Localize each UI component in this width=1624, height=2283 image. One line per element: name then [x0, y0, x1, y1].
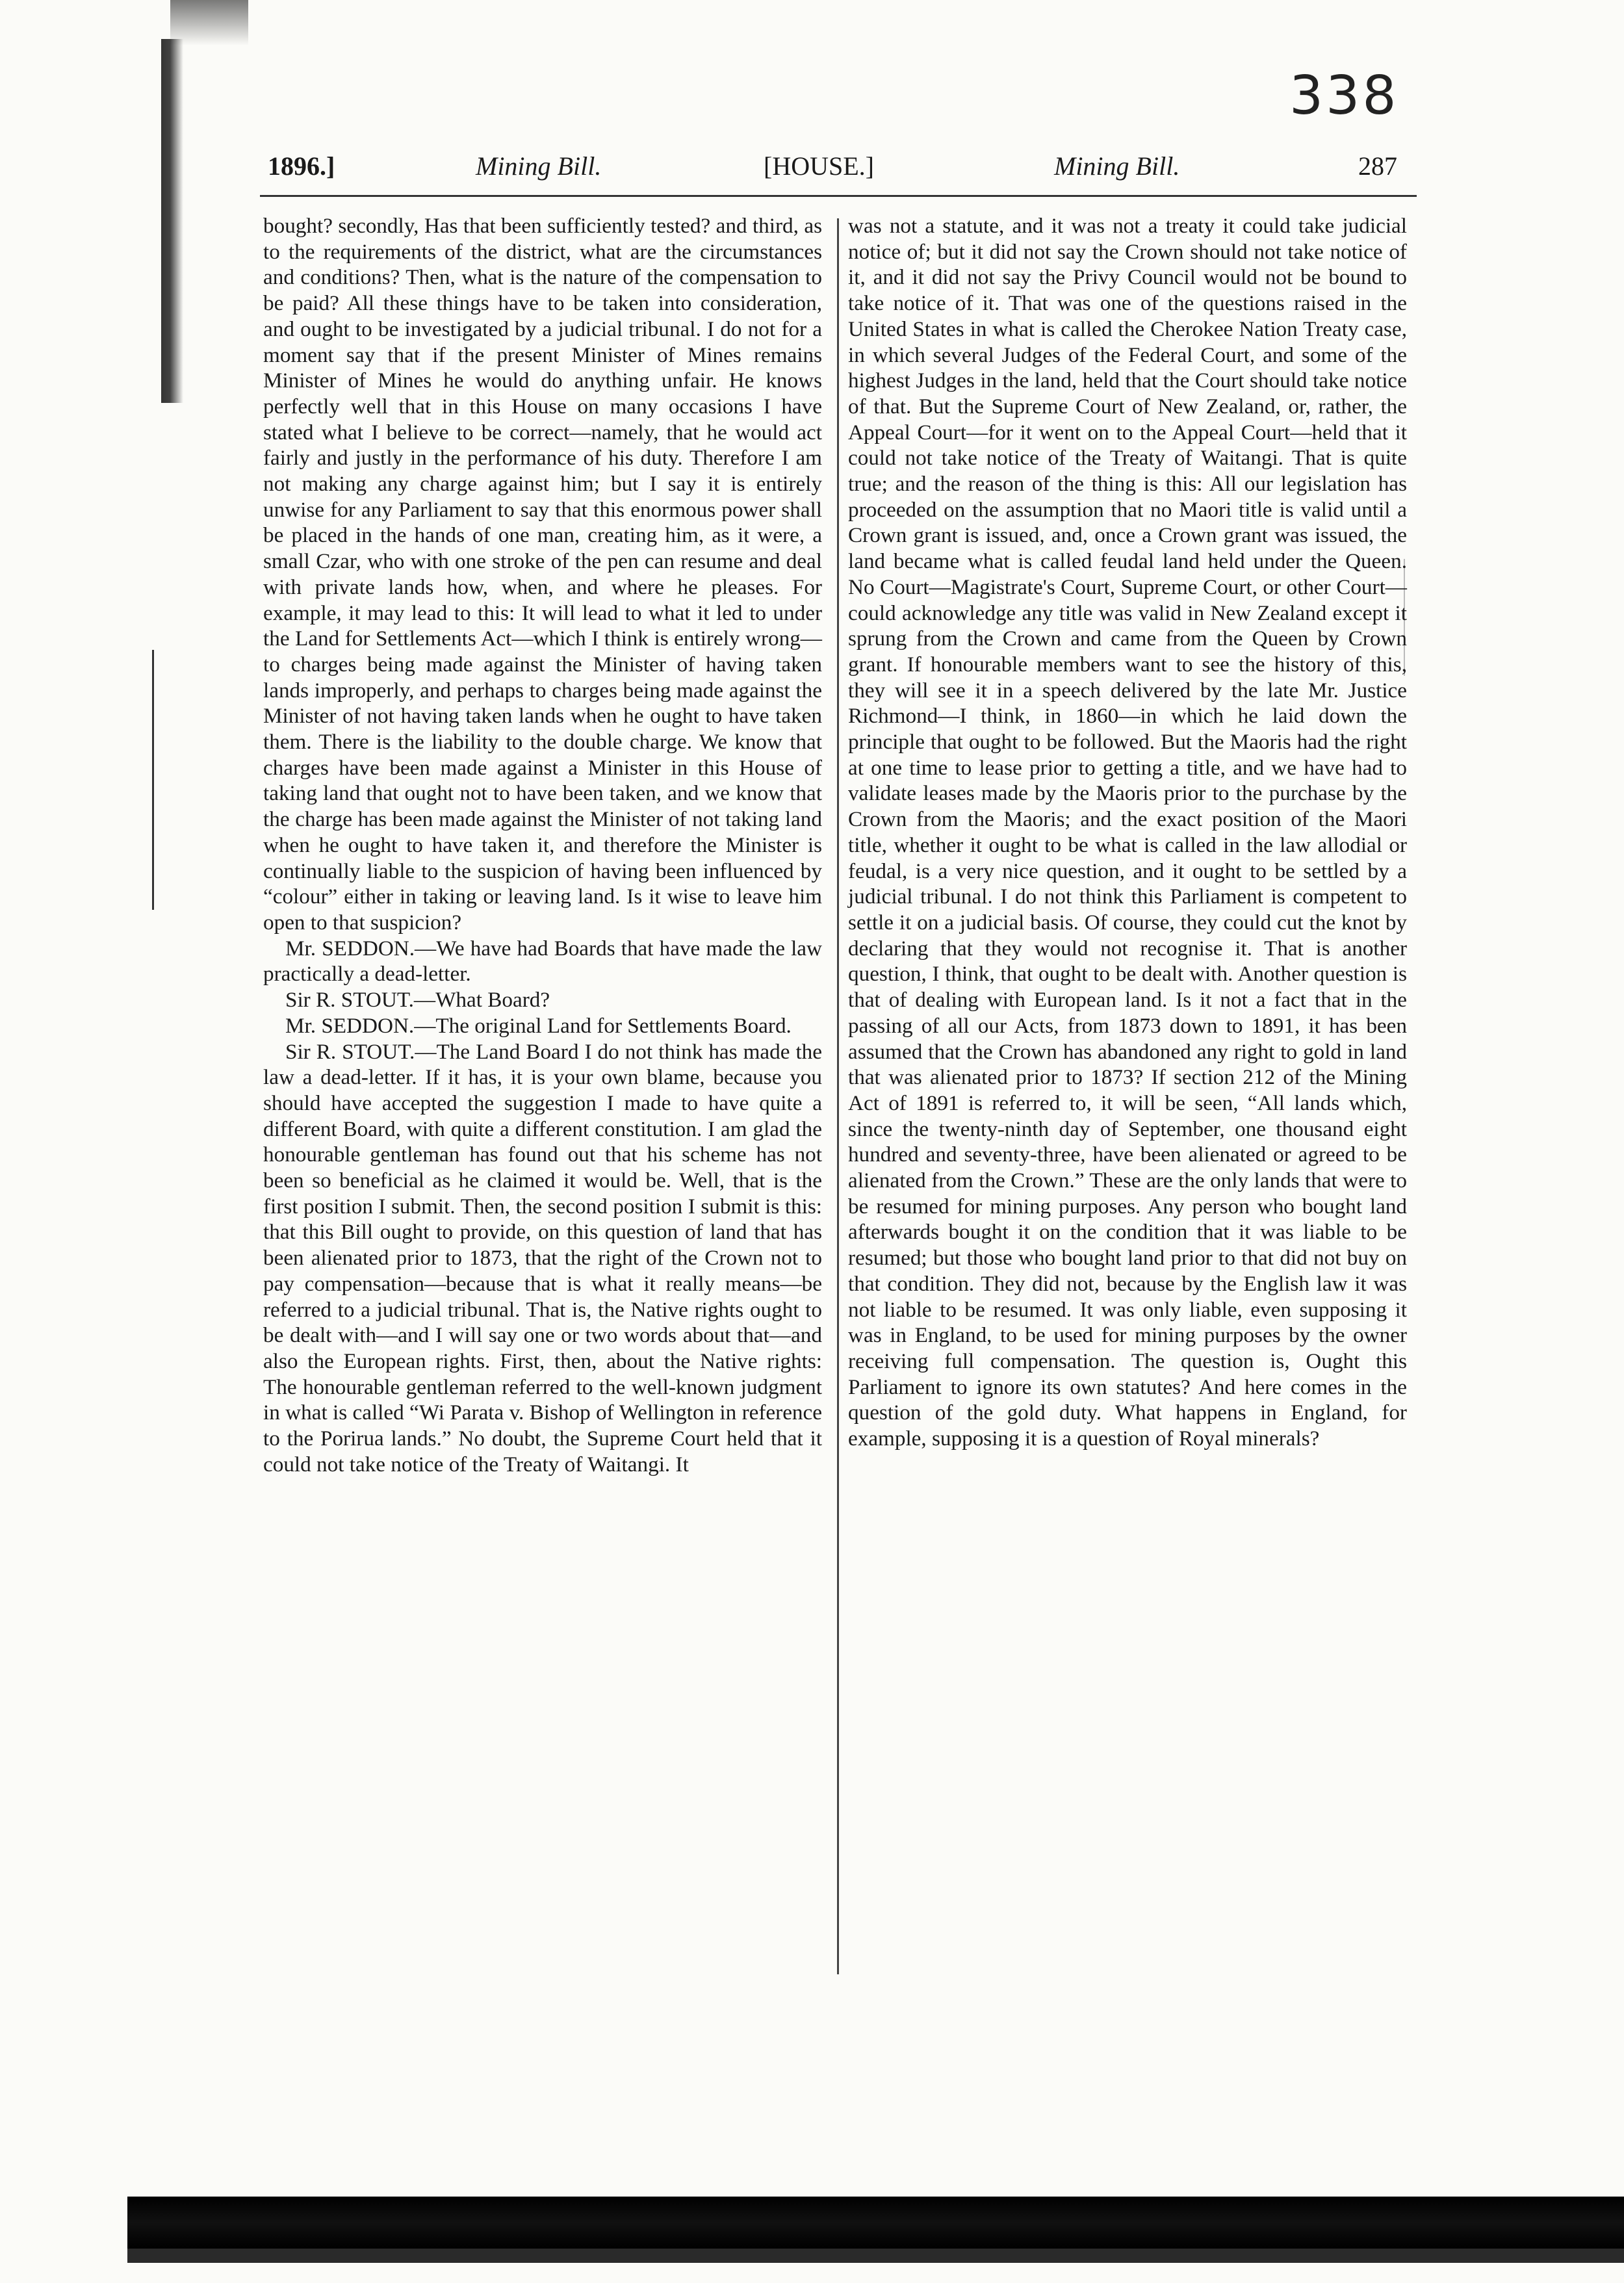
scan-shadow-top	[170, 0, 248, 45]
paragraph: Mr. SEDDON.—We have had Boards that have made the law practically a dead-letter.	[263, 936, 822, 987]
page-number: 287	[1358, 151, 1397, 181]
paragraph: was not a statute, and it was not a treaty it could take judicial notice of; but it did not say the Crown should not take notice of it, and it did not say the Privy Council would not be bound to take notice of it. That was one of the questions raised in the United States in what is called the Cherokee Nation Treaty case, in which several Judges of the Federal Court, and some of the highest Judges in the land, held that the Court should take notice of that. But the Supreme Court of New Zealand, or, rather, the Appeal Court—for it went on to the Appeal Court—held that it could not take notice of the Treaty of Waitangi. That is quite true; and the reason of the thing is this: All our legislation has proceeded on the assumption that no Maori title is valid until a Crown grant is issued, and, once a Crown grant was issued, the land became what is called feudal land held under the Queen. No Court—Magistrate's Court, Supreme Court, or other Court—could acknowledge any title was valid in New Zealand except it sprung from the Crown and came from the Queen by Crown grant. If honourable members want to see the history of this, they will see it in a speech delivered by the late Mr. Justice Richmond—I think, in 1860—in which he laid down the principle that ought to be followed. But the Maoris had the right at one time to lease prior to getting a title, and we have had to validate leases made by the Maoris prior to the purchase by the Crown from the Maoris; and the exact position of the Maori title, whether it ought to be what is called in the law allodial or feudal, is a very nice question, and it ought to be settled by a judicial tribunal. I do not think this Parliament is competent to settle it on a judicial basis. Of course, they could cut the knot by declaring that they would not recognise it. That is another question, I think, that ought to be dealt with. Another question is that of dealing with European land. Is it not a fact that in the passing of all our Acts, from 1873 down to 1891, it has been assumed that the Crown has abandoned any right to gold in land that was alienated prior to 1873? If section 212 of the Mining Act of 1891 is referred to, it will be seen, “All lands which, since the twenty-ninth day of September, one thousand eight hundred and seventy-three, have been alienated or agreed to be alienated from the Crown.” These are the only lands that were to be resumed for mining purposes. Any person who bought land afterwards bought it on the condition that it was liable to be resumed; but those who bought land prior to that did not buy on that condition. They did not, because by the English law it was not liable to be resumed. It was only liable, even supposing it was in England, to be used for mining purposes by the owner receiving full compensation. The question is, Ought this Parliament to ignore its own statutes? And here comes in the question of the gold duty. What happens in England, for example, supposing it is a question of Royal minerals?	[848, 214, 1407, 1451]
margin-mark	[152, 650, 154, 910]
paragraph: Sir R. STOUT.—The Land Board I do not think has made the law a dead-letter. If it has, it is your own blame, because you should have accepted the suggestion I made to have quite a different Board, with quite a different constitution. I am glad the honourable gentleman has found out that his scheme has not been so beneficial as he claimed it would be. Well, that is the first position I submit. Then, the second position I submit is this: that this Bill ought to provide, on this question of land that has been alienated prior to 1873, that the right of the Crown not to pay compensation—because that is what it really means—be referred to a judicial tribunal. That is, the Native rights ought to be dealt with—and I will say one or two words about that—and also the European rights. First, then, about the Native rights: The honourable gentleman referred to the well-known judgment in what is called “Wi Parata v. Bishop of Wellington in reference to the Porirua lands.” No doubt, the Supreme Court held that it could not take notice of the Treaty of Waitangi. It	[263, 1039, 822, 1477]
paragraph: Sir R. STOUT.—What Board?	[285, 988, 550, 1013]
year-label: 1896.]	[268, 151, 335, 181]
paragraph: bought? secondly, Has that been sufficiently tested? and third, as to the requirements of the district, what are the circumstances and conditions? Then, what is the nature of the compensation to be paid? All these things have to be taken into consideration, and ought to be investigated by a judicial tribunal. I do not for a moment say that if the present Minister of Mines remains Minister of Mines he would do anything unfair. He knows perfectly well that in this House on many occasions I have stated what I believe to be correct—namely, that he would act fairly and justly in the performance of his duty. Therefore I am not making any charge against him; but I say it is entirely unwise for any Parliament to say that this enormous power shall be placed in the hands of one man, creating him, as it were, a small Czar, who with one stroke of the pen can resume and deal with private lands how, when, and where he pleases. For example, it may lead to this: It will lead to what it led to under the Land for Settlements Act—which I think is entirely wrong— to charges being made against the Minister of having taken lands improperly, and perhaps to charges being made against the Minister of not having taken lands when he ought to have taken them. There is the liability to the double charge. We know that charges have been made against a Minister in this House of taking land that ought not to have been taken, and we know that the charge has been made against the Minister of not taking land when he ought to have taken it, and therefore the Minister is continually liable to the suspicion of having been influenced by “colour” either in taking or leaving land. Is it wise to leave him open to that suspicion?	[263, 214, 822, 935]
left-column	[263, 213, 822, 1994]
column-rule	[837, 218, 839, 1974]
scan-shadow	[161, 39, 183, 403]
running-head	[260, 151, 1417, 190]
house-label: [HOUSE.]	[764, 151, 874, 181]
scan-bottom-border-lower	[127, 2249, 1624, 2263]
paragraph: Mr. SEDDON.—The original Land for Settlements Board.	[285, 1013, 792, 1038]
right-running-title: Mining Bill.	[1054, 151, 1180, 181]
archive-page-number: 338	[1289, 65, 1399, 127]
right-column	[848, 213, 1407, 1994]
scan-bottom-border	[127, 2197, 1624, 2249]
header-rule	[260, 195, 1417, 197]
left-running-title: Mining Bill.	[476, 151, 602, 181]
